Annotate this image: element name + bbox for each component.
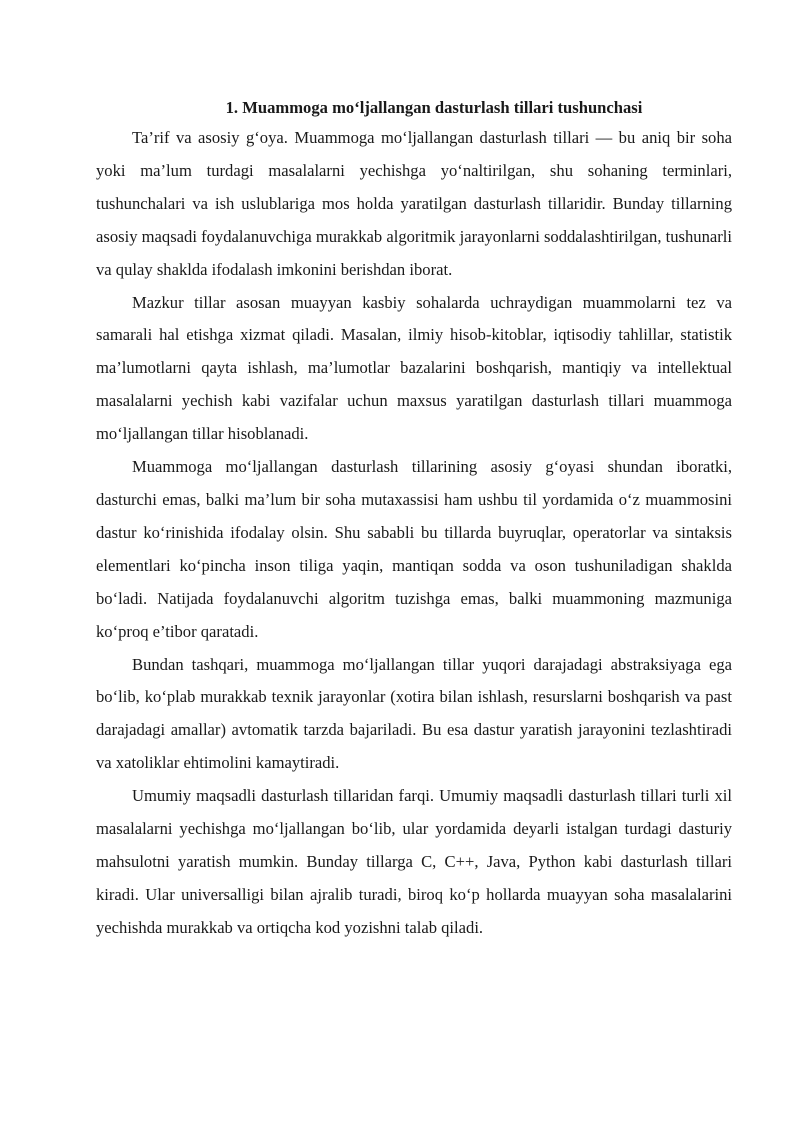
paragraph-main-idea: Muammoga mo‘ljallangan dasturlash tillarining asosiy g‘oyasi shundan iboratki, dasturchi emas, balki ma’lum bir soha mutaxassisi ham ushbu til yordamida o‘z muammosini dastur ko‘rinishida ifodalay olsin. Shu sababli bu tillarda buyruqlar, operatorlar va sintaksis elementlari ko‘pincha inson tiliga yaqin, mantiqan sodda va oson tushuniladigan shaklda bo‘ladi. Natijada foydalanuvchi algoritm tuzishga emas, balki muammoning mazmuniga ko‘proq e’tibor qaratadi. (96, 457, 732, 641)
paragraph-general-purpose-difference: Umumiy maqsadli dasturlash tillaridan farqi. Umumiy maqsadli dasturlash tillari turli xil masalalarni yechishga mo‘ljallangan bo‘lib, ular yordamida deyarli istalgan turdagi dasturiy mahsulotni yaratish mumkin. Bunday tillarga C, C++, Java, Python kabi dasturlash tillari kiradi. Ular universalligi bilan ajralib turadi, biroq ko‘p hollarda muayyan soha masalalarini yechishda murakkab va ortiqcha kod yozishni talab qiladi. (96, 786, 732, 937)
document-page (96, 94, 732, 945)
section-title: 1. Muammoga mo‘ljallangan dasturlash tillari tushunchasi (225, 98, 643, 117)
paragraph-abstraction: Bundan tashqari, muammoga mo‘ljallangan tillar yuqori darajadagi abstraksiyaga ega bo‘lib, ko‘plab murakkab texnik jarayonlar (xotira bilan ishlash, resurslarni boshqarish va past darajadagi amallar) avtomatik tarzda bajariladi. Bu esa dastur yaratish jarayonini tezlashtiradi va xatoliklar ehtimolini kamaytiradi. (96, 654, 732, 773)
paragraph-purpose: Mazkur tillar asosan muayyan kasbiy sohalarda uchraydigan muammolarni tez va samarali hal etishga xizmat qiladi. Masalan, ilmiy hisob-kitoblar, iqtisodiy tahlillar, statistik ma’lumotlarni qayta ishlash, ma’lumotlar bazalarini boshqarish, mantiqiy va intellektual masalalarni yechish kabi vazifalar uchun maxsus yaratilgan dasturlash tillari muammoga mo‘ljallangan tillar hisoblanadi. (96, 292, 732, 444)
paragraph-definition: Ta’rif va asosiy g‘oya. Muammoga mo‘ljallangan dasturlash tillari — bu aniq bir soha yoki ma’lum turdagi masalalarni yechishga yo‘naltirilgan, shu sohaning terminlari, tushunchalari va ish uslublariga mos holda yaratilgan dasturlash tillaridir. Bunday tillarning asosiy maqsadi foydalanuvchiga murakkab algoritmik jarayonlarni soddalashtirilgan, tushunarli va qulay shaklda ifodalash imkonini berishdan iborat. (96, 128, 732, 279)
